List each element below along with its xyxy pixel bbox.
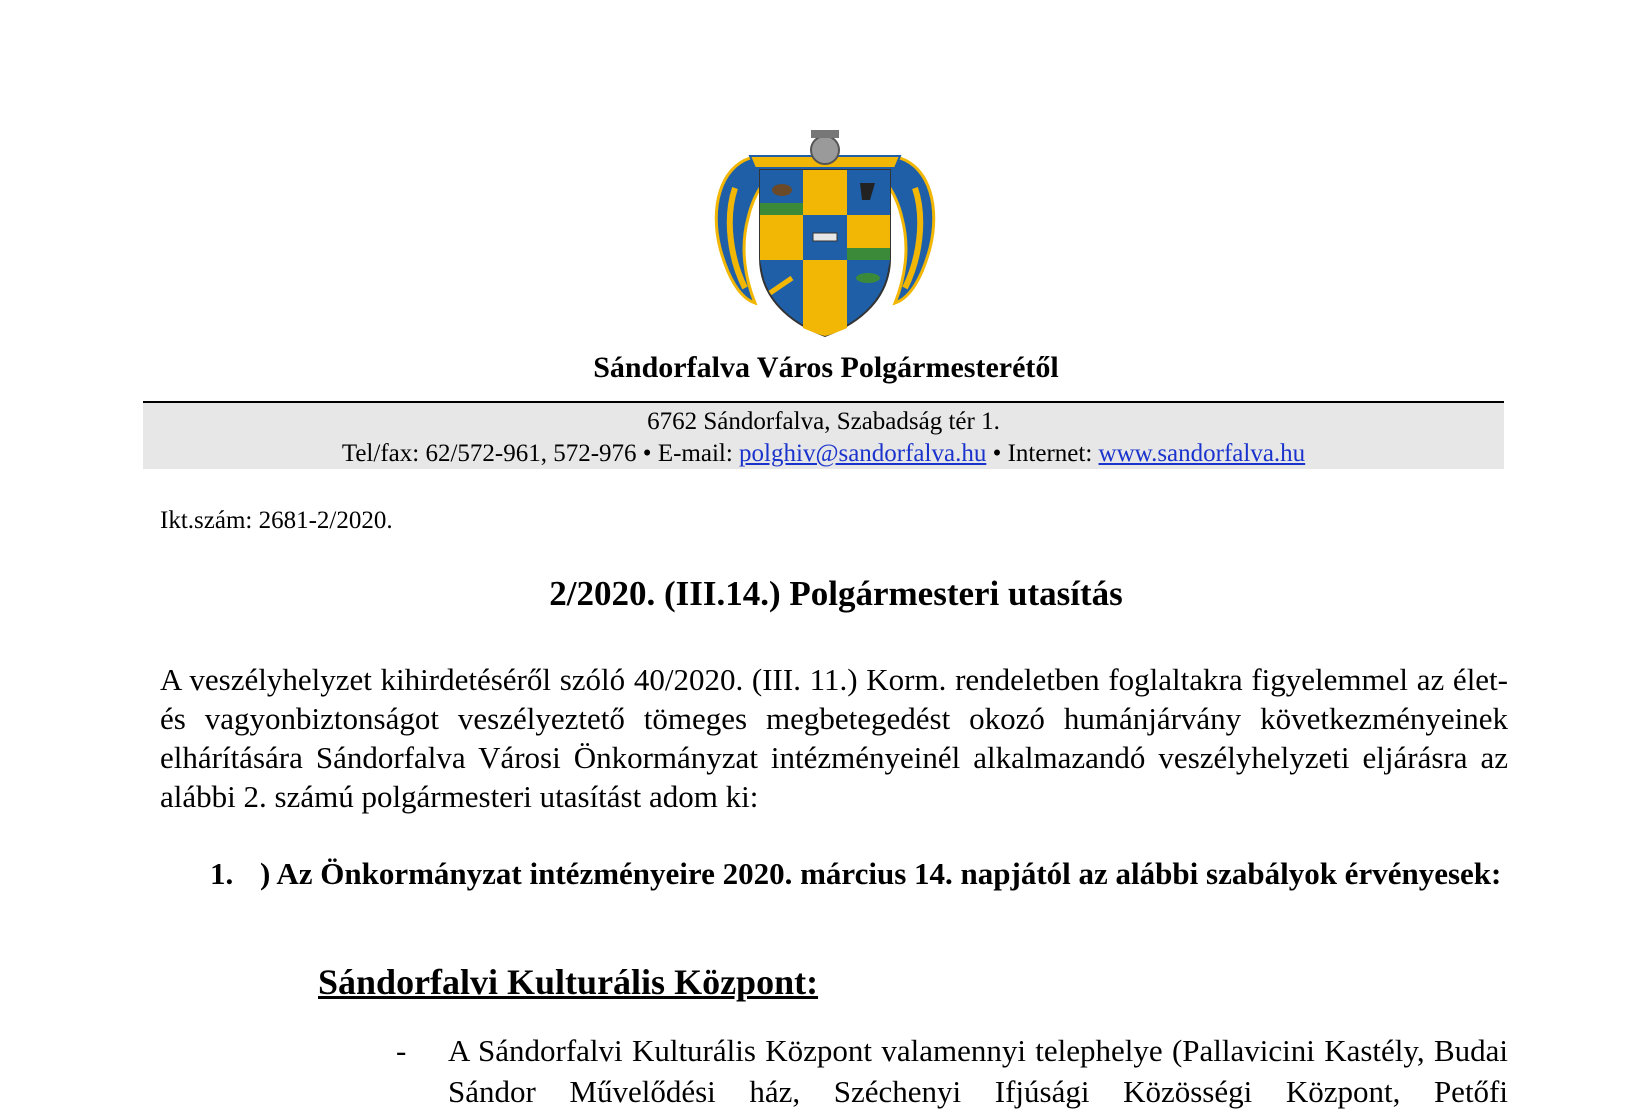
website-link[interactable]: www.sandorfalva.hu bbox=[1098, 440, 1306, 467]
document-title: 2/2020. (III.14.) Polgármesteri utasítás bbox=[549, 574, 1123, 613]
contact-line bbox=[143, 438, 1504, 470]
email-label: E-mail: bbox=[657, 440, 733, 467]
organization-title: Sándorfalva Város Polgármesterétől bbox=[593, 351, 1059, 384]
internet-label: Internet: bbox=[1007, 440, 1093, 467]
phone-fax: Tel/fax: 62/572-961, 572-976 bbox=[341, 440, 637, 467]
address-line: 6762 Sándorfalva, Szabadság tér 1. bbox=[647, 408, 1000, 435]
point-number: 1. bbox=[210, 856, 234, 891]
point-text: ) Az Önkormányzat intézményeire 2020. március 14. napjától az alábbi szabályok érvényesek: bbox=[260, 856, 1502, 891]
address-band bbox=[143, 401, 1504, 469]
bullet-item bbox=[396, 1030, 1508, 1112]
intro-paragraph: A veszélyhelyzet kihirdetéséről szóló 40/2020. (III. 11.) Korm. rendeletben foglaltakra figyelemmel az élet- és vagyonbiztonságot veszélyeztető tömeges megbetegedést okozó humánjárvány következményeinek elhárítására Sándorfalva Városi Önkormányzat intézményeinél alkalmazandó veszélyhelyzeti eljárásra az alábbi 2. számú polgármesteri utasítást adom ki: bbox=[160, 662, 1508, 814]
separator-bullet: • bbox=[992, 440, 1002, 467]
coat-of-arms-logo bbox=[710, 128, 940, 340]
separator-bullet: • bbox=[642, 440, 652, 467]
numbered-point bbox=[210, 853, 1508, 894]
section-heading: Sándorfalvi Kulturális Központ: bbox=[318, 962, 819, 1002]
email-link[interactable]: polghiv@sandorfalva.hu bbox=[739, 440, 987, 467]
bullet-text: A Sándorfalvi Kulturális Központ valamennyi telephelye (Pallavicini Kastély, Budai Sándor Művelődési ház, Széchenyi Ifjúsági Közösségi Központ, Petőfi bbox=[448, 1033, 1508, 1109]
reference-number: Ikt.szám: 2681-2/2020. bbox=[160, 507, 393, 534]
bullet-dash: - bbox=[396, 1033, 407, 1068]
